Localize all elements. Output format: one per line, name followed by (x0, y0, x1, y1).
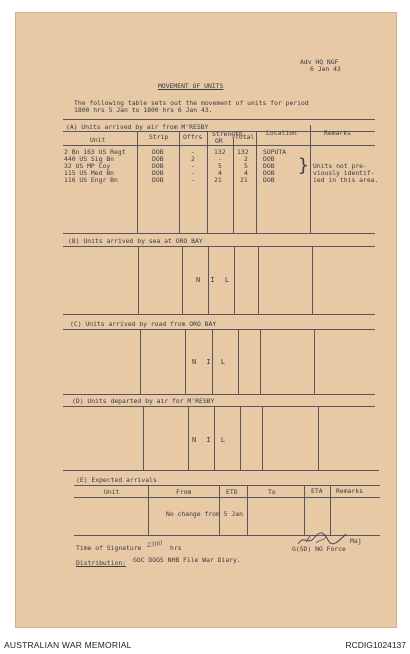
column-rule (304, 485, 305, 535)
divider (74, 485, 380, 486)
section-e-heading: (E) Expected arrivals (76, 476, 157, 484)
header-strip: Strip (149, 133, 169, 141)
cell-unit: 116 US Engr Bn (64, 176, 118, 184)
divider (74, 497, 380, 498)
column-rule (258, 246, 259, 314)
column-rule (185, 329, 186, 394)
intro-line-1: The following table sets out the movement of units for period (74, 99, 309, 107)
column-rule (260, 329, 261, 394)
distribution-label: Distribution: (76, 559, 127, 567)
column-rule (148, 485, 149, 535)
cell-strip: DOB (152, 176, 164, 184)
time-of-signature-label: Time of Signature (76, 544, 142, 552)
cell-or: 21 (214, 176, 222, 184)
header-total: Total (235, 133, 255, 141)
cell-offrs: 2 (191, 155, 195, 163)
header-or: OR (215, 137, 223, 145)
cell-total: 4 (244, 169, 248, 177)
rank: Maj (350, 537, 362, 545)
brace-mark: } (298, 155, 309, 176)
header-remarks: Remarks (336, 487, 363, 495)
archive-footer (0, 636, 410, 654)
section-c-heading: (C) Units arrived by road from ORO BAY (70, 320, 217, 328)
divider (63, 145, 375, 146)
cell-or: 4 (218, 169, 222, 177)
time-suffix: hrs (170, 544, 182, 552)
column-rule (207, 131, 208, 233)
cell-location: DOB (263, 155, 275, 163)
column-rule (314, 329, 315, 394)
cell-or: - (218, 155, 222, 163)
cell-strip: DOB (152, 169, 164, 177)
cell-offrs: - (191, 169, 195, 177)
divider (63, 406, 375, 407)
column-rule (238, 329, 239, 394)
column-rule (330, 485, 331, 535)
column-rule (312, 246, 313, 314)
column-rule (247, 485, 248, 535)
section-a-heading: (A) Units arrived by air from M'RESBY (66, 123, 209, 131)
cell-strip: DOB (152, 162, 164, 170)
column-rule (188, 406, 189, 470)
header-remarks: Remarks (324, 129, 351, 137)
header-strength: Strength (212, 130, 243, 138)
column-rule (179, 131, 180, 233)
ref-headquarters: Adv HQ NGF (300, 58, 339, 66)
cell-location: DOB (263, 162, 275, 170)
header-unit: Unit (90, 136, 106, 144)
cell-strip: DOB (152, 155, 164, 163)
divider (63, 246, 375, 247)
divider (63, 119, 375, 120)
column-rule (140, 329, 141, 394)
cell-total: 132 (237, 148, 249, 156)
column-rule (256, 131, 257, 233)
cell-or: 132 (214, 148, 226, 156)
cell-offrs: - (191, 148, 195, 156)
divider (63, 329, 375, 330)
column-rule (318, 406, 319, 470)
cell-total: 5 (244, 162, 248, 170)
record-id: RCDIG1024137 (345, 640, 406, 650)
appointment: G(SD) NG Force (292, 545, 346, 553)
cell-location: DOB (263, 169, 275, 177)
header-location: Location (266, 129, 297, 137)
archive-name: AUSTRALIAN WAR MEMORIAL (4, 640, 132, 650)
nil-entry: N I L (192, 436, 229, 444)
cell-location: DOB (263, 176, 275, 184)
remark-line-2: viously identif- (313, 169, 375, 177)
column-rule (138, 246, 139, 314)
cell-unit: 32 US MP Coy (64, 162, 111, 170)
column-rule (234, 246, 235, 314)
column-rule (240, 406, 241, 470)
header-offrs: Offrs (183, 133, 203, 141)
header-unit: Unit (104, 488, 120, 496)
column-rule (143, 406, 144, 470)
cell-strip: DOB (152, 148, 164, 156)
nil-entry: N I L (196, 276, 233, 284)
header-to: To (268, 488, 276, 496)
cell-unit: 440 US Sig Bn (64, 155, 115, 163)
divider (63, 394, 375, 395)
remark-line-1: Units not pre- (313, 162, 367, 170)
cell-total: 21 (240, 176, 248, 184)
divider (63, 314, 375, 315)
column-rule (262, 406, 263, 470)
cell-offrs: - (191, 176, 195, 184)
cell-location: SOPUTA (263, 148, 287, 156)
cell-unit: 2 Bn 163 US Regt (64, 148, 126, 156)
document-title: MOVEMENT OF UNITS (158, 82, 224, 90)
column-rule (137, 131, 138, 233)
cell-offrs: - (191, 162, 195, 170)
cell-total: 2 (244, 155, 248, 163)
header-from: From (176, 488, 192, 496)
column-rule (182, 246, 183, 314)
cell-unit: 115 US Med Bn (64, 169, 115, 177)
section-d-heading: (D) Units departed by air for M'RESBY (72, 397, 215, 405)
divider (63, 233, 375, 234)
intro-line-2: 1800 hrs 5 Jan to 1800 hrs 6 Jan 43. (74, 106, 213, 114)
cell-or: 5 (218, 162, 222, 170)
distribution-list: GOC DOGS NHB File War Diary. (133, 556, 241, 564)
nil-entry: N I L (192, 358, 229, 366)
remark-line-3: ied in this area. (313, 176, 379, 184)
column-rule (310, 125, 311, 233)
no-change-note: No change from 5 Jan (166, 510, 243, 518)
section-b-heading: (B) Units arrived by sea at ORO BAY (68, 237, 203, 245)
header-etd: ETD (226, 488, 238, 496)
ref-date: 6 Jan 43 (310, 65, 341, 73)
divider (63, 470, 379, 471)
time-of-signature-value: 2300 (146, 539, 163, 550)
header-eta: ETA (311, 487, 323, 495)
column-rule (233, 138, 234, 233)
